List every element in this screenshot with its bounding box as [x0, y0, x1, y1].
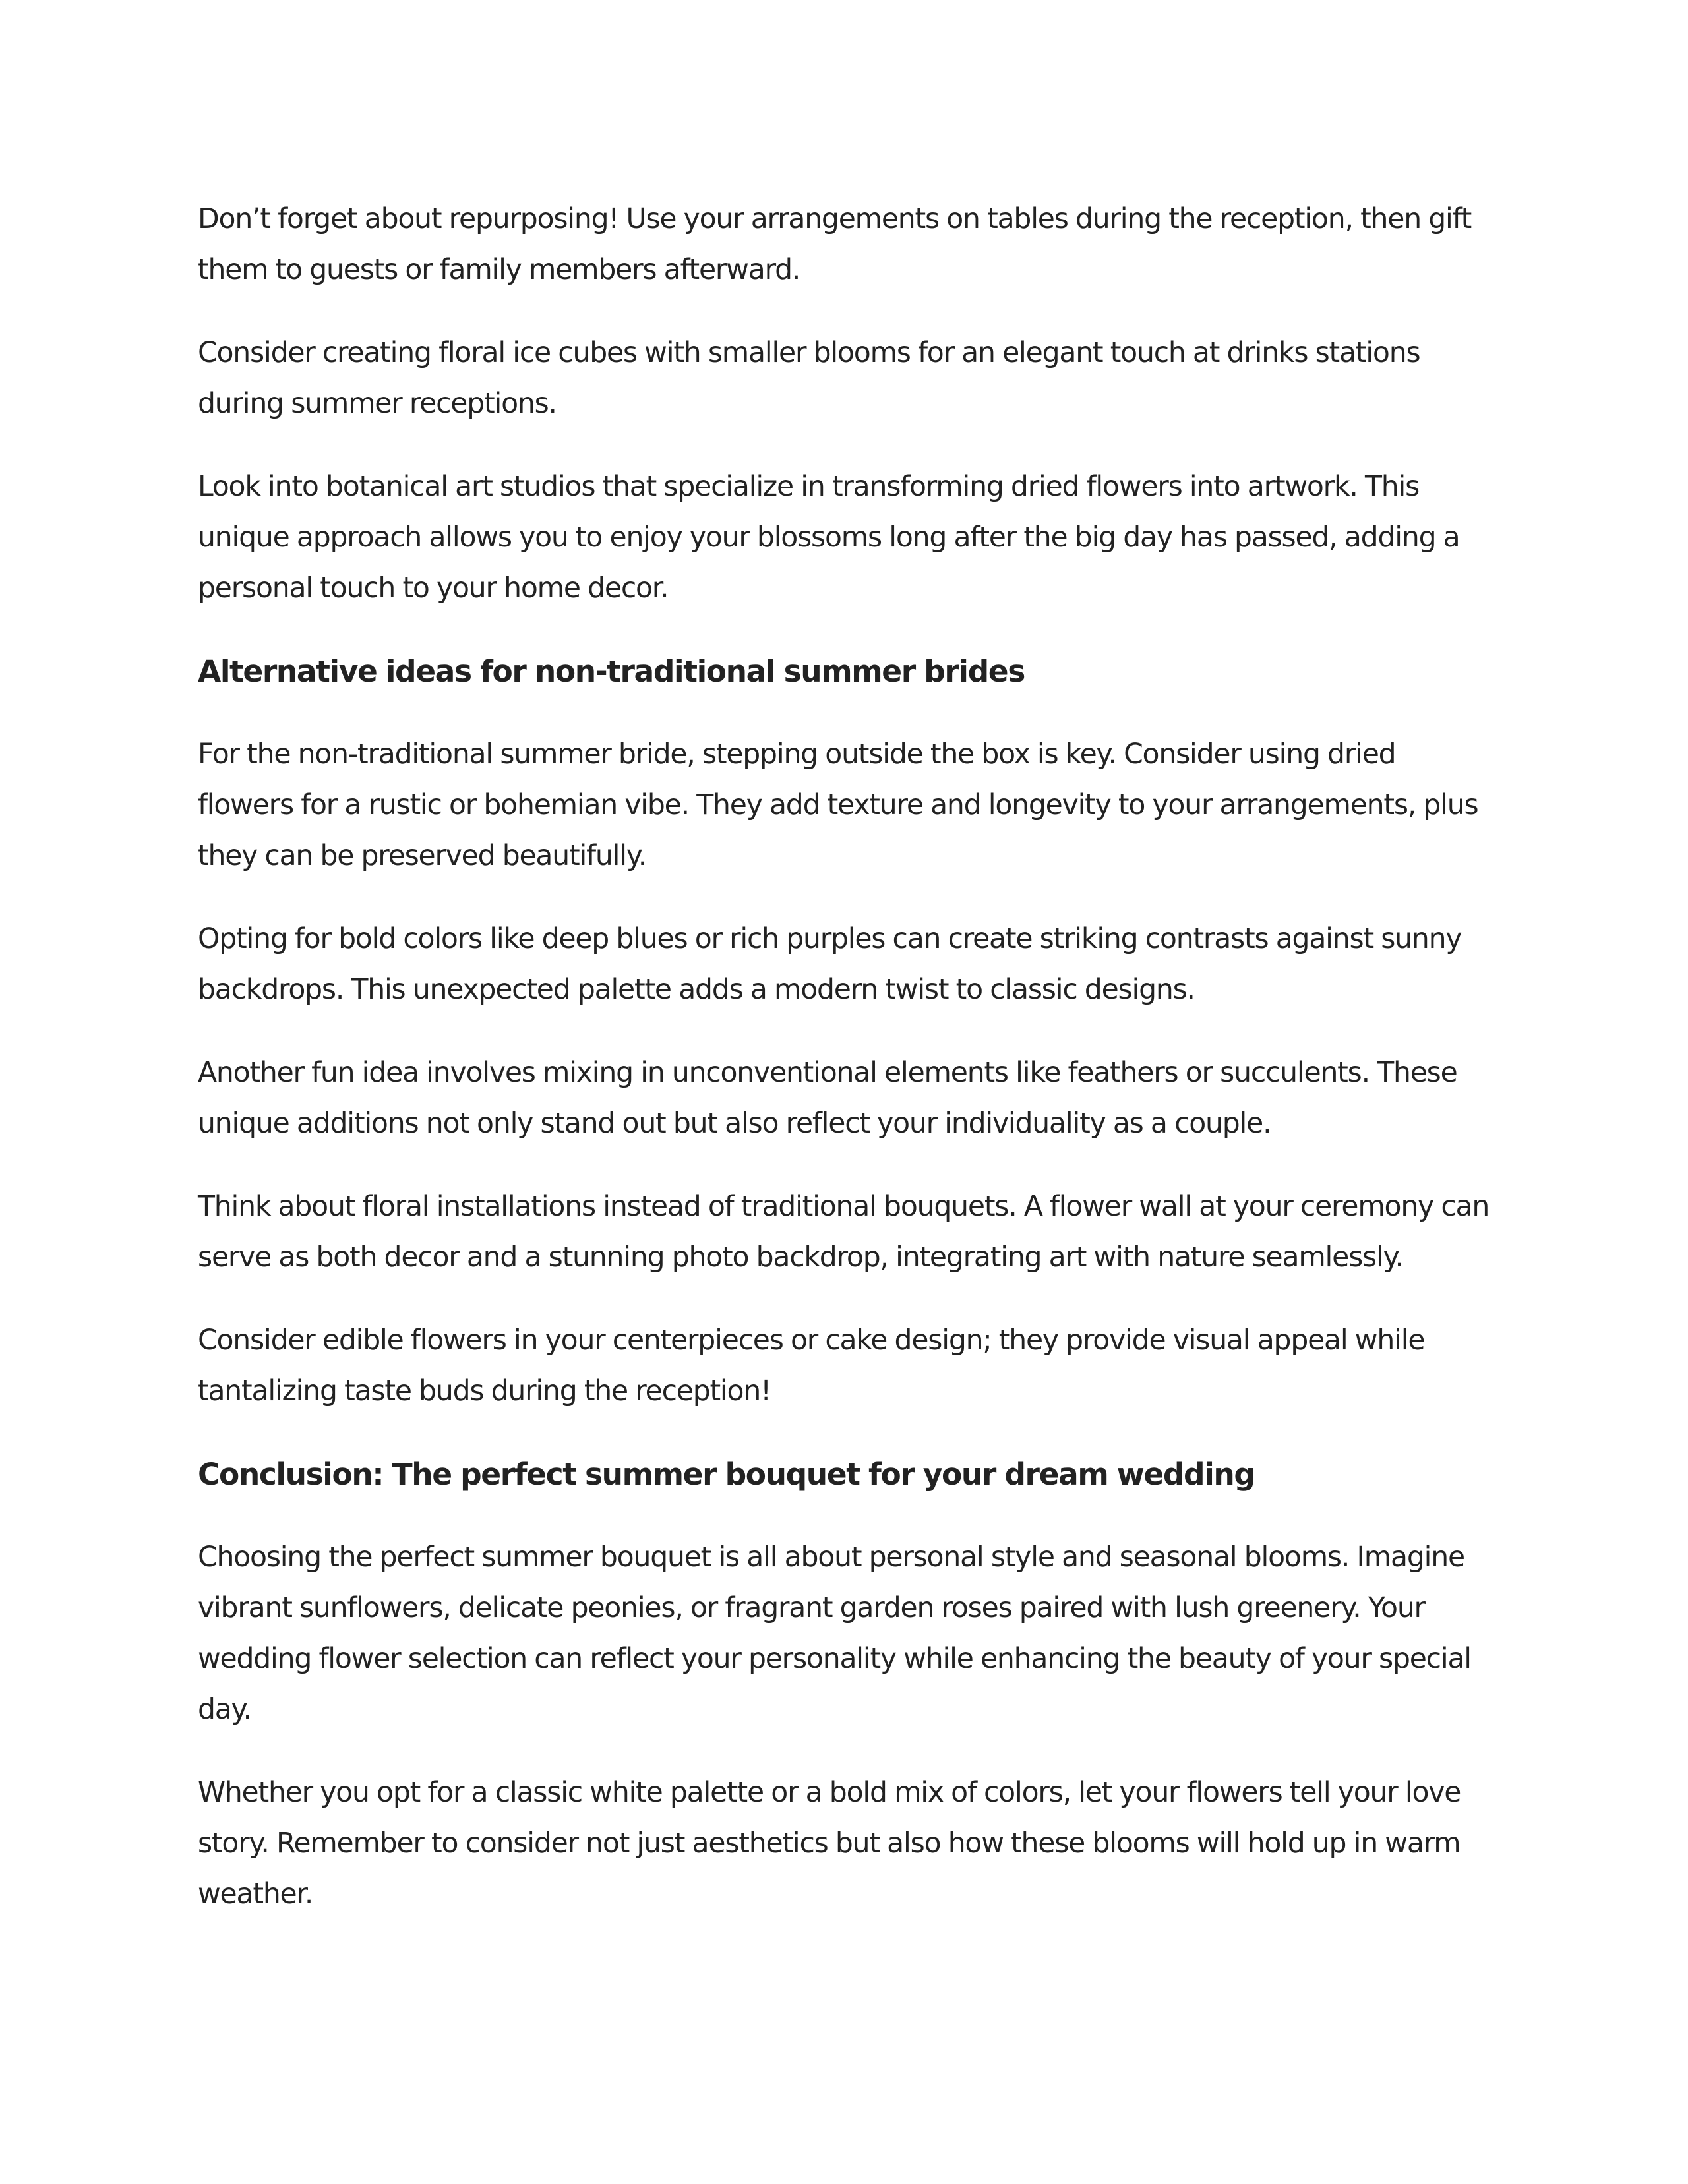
paragraph-unconventional-elements: Another fun idea involves mixing in unconventional elements like feathers or succulents. These unique additions not only stand out but also reflect your individuality as a couple. [198, 1057, 1457, 1140]
paragraph-floral-installations: Think about floral installations instead of traditional bouquets. A flower wall at your ceremony can serve as both decor and a stunning photo backdrop, integrating art with nature seamlessly. [198, 1191, 1490, 1274]
paragraph-repurposing: Don’t forget about repurposing! Use your arrangements on tables during the reception, then gift them to guests or family members afterward. [198, 203, 1472, 286]
paragraph-botanical-art: Look into botanical art studios that specialize in transforming dried flowers into artwork. This unique approach allows you to enjoy your blossoms long after the big day has passed, adding a personal touch to your home decor. [198, 471, 1460, 605]
section-heading-conclusion: Conclusion: The perfect summer bouquet for your dream wedding [198, 1457, 1255, 1492]
paragraph-edible-flowers: Consider edible flowers in your centerpieces or cake design; they provide visual appeal while tantalizing taste buds during the reception! [198, 1324, 1425, 1407]
section-heading-alternative-ideas: Alternative ideas for non-traditional summer brides [198, 654, 1025, 689]
paragraph-love-story: Whether you opt for a classic white palette or a bold mix of colors, let your flowers tell your love story. Remember to consider not just aesthetics but also how these blooms will hold up in warm weather. [198, 1777, 1461, 1910]
article-body [198, 194, 1497, 1952]
paragraph-bold-colors: Opting for bold colors like deep blues or rich purples can create striking contrasts against sunny backdrops. This unexpected palette adds a modern twist to classic designs. [198, 923, 1462, 1006]
paragraph-choosing-bouquet: Choosing the perfect summer bouquet is all about personal style and seasonal blooms. Imagine vibrant sunflowers, delicate peonies, or fragrant garden roses paired with lush greenery. Your wedding flower selection can reflect your personality while enhancing the beauty of your special day. [198, 1541, 1471, 1726]
paragraph-floral-ice-cubes: Consider creating floral ice cubes with smaller blooms for an elegant touch at drinks stations during summer receptions. [198, 337, 1420, 420]
paragraph-dried-flowers: For the non-traditional summer bride, stepping outside the box is key. Consider using dried flowers for a rustic or bohemian vibe. They add texture and longevity to your arrangements, plus they can be preserved beautifully. [198, 738, 1478, 872]
